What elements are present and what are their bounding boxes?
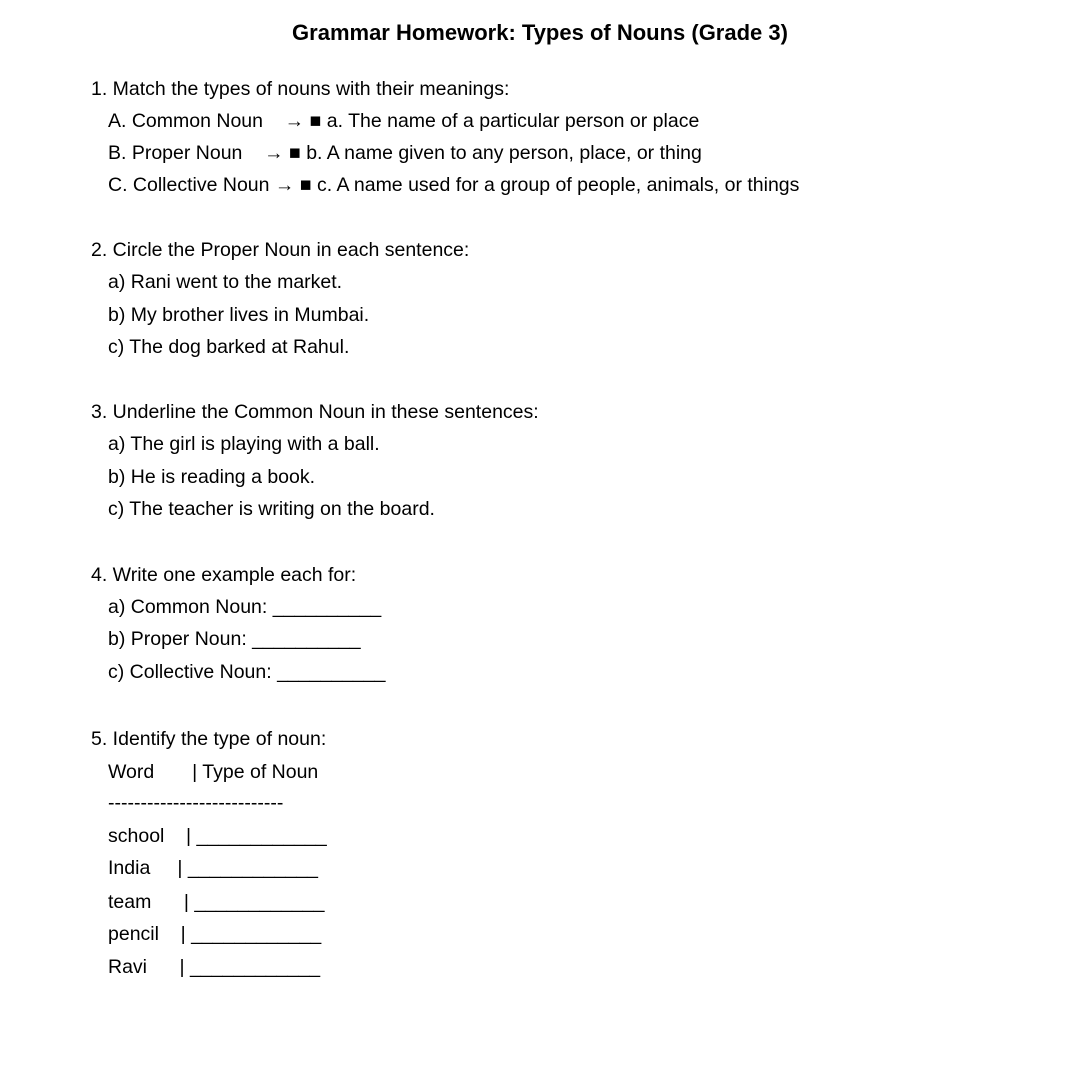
sentence-line: b) He is reading a book. bbox=[108, 466, 316, 488]
table-separator: --------------------------- bbox=[108, 792, 284, 814]
fill-blank-line: a) Common Noun: __________ bbox=[108, 596, 382, 618]
sentence-line: a) Rani went to the market. bbox=[108, 271, 343, 293]
table-row: pencil | ____________ bbox=[108, 923, 322, 945]
sentence-line: c) The teacher is writing on the board. bbox=[108, 498, 435, 520]
question-3-heading: 3. Underline the Common Noun in these sentences: bbox=[91, 401, 539, 423]
match-line-a: A. Common Noun → ■ a. The name of a particular person or place bbox=[108, 110, 700, 132]
sentence-line: b) My brother lives in Mumbai. bbox=[108, 304, 370, 326]
question-2-heading: 2. Circle the Proper Noun in each sentence: bbox=[91, 239, 470, 261]
sentence-line: c) The dog barked at Rahul. bbox=[108, 336, 350, 358]
table-header: Word | Type of Noun bbox=[108, 761, 319, 783]
sentence-line: a) The girl is playing with a ball. bbox=[108, 433, 380, 455]
match-line-b: B. Proper Noun → ■ b. A name given to any person, place, or thing bbox=[108, 142, 702, 164]
fill-blank-line: b) Proper Noun: __________ bbox=[108, 628, 361, 650]
worksheet-title: Grammar Homework: Types of Nouns (Grade 3) bbox=[292, 20, 788, 45]
question-5-heading: 5. Identify the type of noun: bbox=[91, 728, 327, 750]
fill-blank-line: c) Collective Noun: __________ bbox=[108, 661, 386, 683]
question-1-heading: 1. Match the types of nouns with their meanings: bbox=[91, 78, 510, 100]
table-row: Ravi | ____________ bbox=[108, 956, 321, 978]
table-row: team | ____________ bbox=[108, 891, 325, 913]
table-row: India | ____________ bbox=[108, 857, 318, 879]
table-row: school | ____________ bbox=[108, 825, 327, 847]
question-4-heading: 4. Write one example each for: bbox=[91, 564, 357, 586]
match-line-c: C. Collective Noun → ■ c. A name used for a group of people, animals, or things bbox=[108, 174, 800, 196]
